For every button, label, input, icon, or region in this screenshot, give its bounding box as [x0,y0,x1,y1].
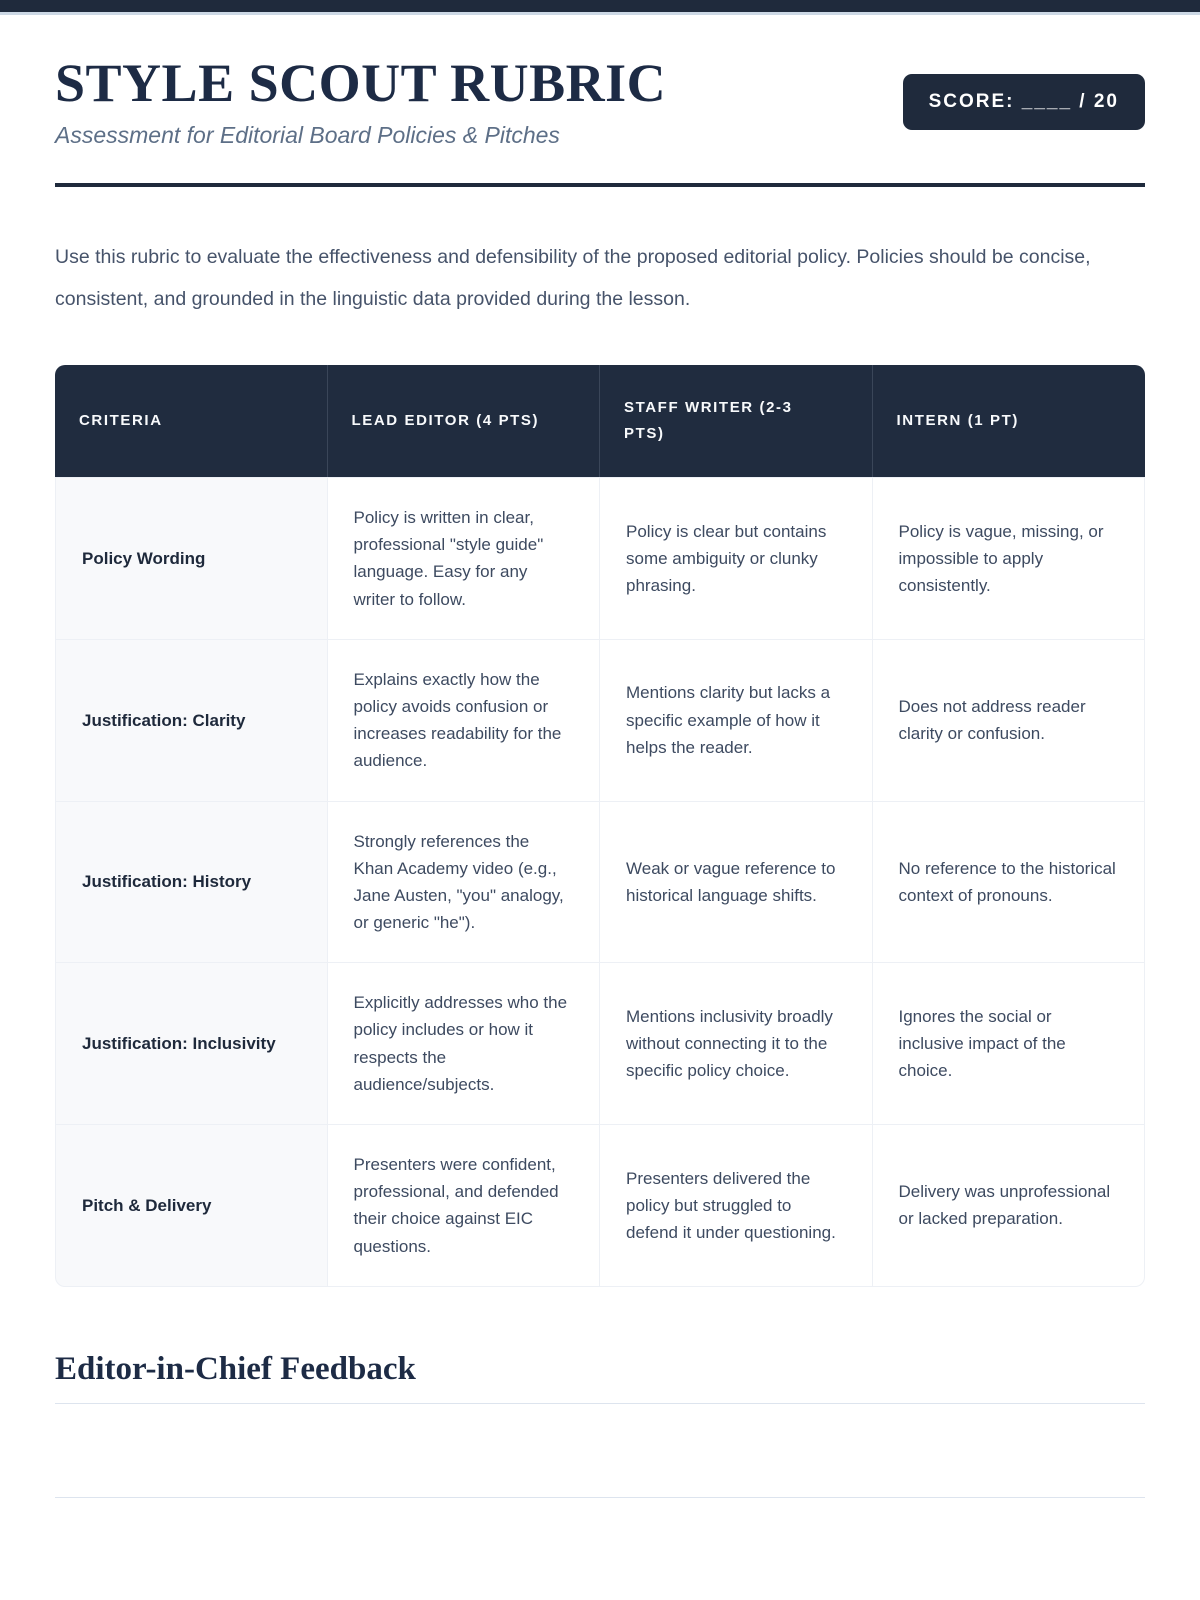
title-divider [55,183,1145,187]
table-header-row [55,365,1145,478]
column-header-intern: INTERN (1 PT) [873,365,1146,478]
staff-writer-cell: Mentions inclusivity broadly without connecting it to the specific policy choice. [600,962,873,1124]
staff-writer-cell: Weak or vague reference to historical language shifts. [600,801,873,963]
criteria-cell: Justification: History [55,801,328,963]
criteria-cell: Justification: Clarity [55,639,328,801]
feedback-heading: Editor-in-Chief Feedback [55,1350,416,1387]
table-row [55,801,1145,963]
staff-writer-cell: Mentions clarity but lacks a specific example of how it helps the reader. [600,639,873,801]
page-subtitle: Assessment for Editorial Board Policies & Pitches [55,121,560,148]
intro-paragraph: Use this rubric to evaluate the effectiveness and defensibility of the proposed editorial policy. Policies should be concise, consistent, and grounded in the linguistic data provided during the lesson. [55,245,1091,310]
criteria-cell: Policy Wording [55,477,328,639]
column-header-staff-writer: STAFF WRITER (2-3 PTS) [600,365,873,478]
column-header-lead-editor: LEAD EDITOR (4 PTS) [328,365,601,478]
criteria-cell: Justification: Inclusivity [55,962,328,1124]
intern-cell: Delivery was unprofessional or lacked preparation. [873,1124,1146,1287]
table-row [55,477,1145,639]
score-badge: SCORE: ____ / 20 [903,74,1145,130]
lead-editor-cell: Explicitly addresses who the policy includes or how it respects the audience/subjects. [328,962,601,1124]
top-accent-bar [0,0,1200,15]
table-row [55,639,1145,801]
title-block [55,55,666,149]
rubric-document [0,55,1200,1498]
lead-editor-cell: Explains exactly how the policy avoids confusion or increases readability for the audience. [328,639,601,801]
lead-editor-cell: Strongly references the Khan Academy video (e.g., Jane Austen, "you" analogy, or generic "he"). [328,801,601,963]
page-title: STYLE SCOUT RUBRIC [55,53,667,113]
column-header-criteria: CRITERIA [55,365,328,478]
lead-editor-cell: Presenters were confident, professional, and defended their choice against EIC questions. [328,1124,601,1287]
staff-writer-cell: Presenters delivered the policy but struggled to defend it under questioning. [600,1124,873,1287]
table-row [55,962,1145,1124]
feedback-write-line [55,1388,1145,1404]
document-header [55,55,1145,149]
feedback-write-line [55,1404,1145,1498]
intern-cell: Policy is vague, missing, or impossible to apply consistently. [873,477,1146,639]
staff-writer-cell: Policy is clear but contains some ambiguity or clunky phrasing. [600,477,873,639]
intern-cell: No reference to the historical context of pronouns. [873,801,1146,963]
criteria-cell: Pitch & Delivery [55,1124,328,1287]
lead-editor-cell: Policy is written in clear, professional "style guide" language. Easy for any writer to follow. [328,477,601,639]
intern-cell: Does not address reader clarity or confusion. [873,639,1146,801]
table-row [55,1124,1145,1287]
rubric-table [55,365,1145,1287]
intern-cell: Ignores the social or inclusive impact of the choice. [873,962,1146,1124]
